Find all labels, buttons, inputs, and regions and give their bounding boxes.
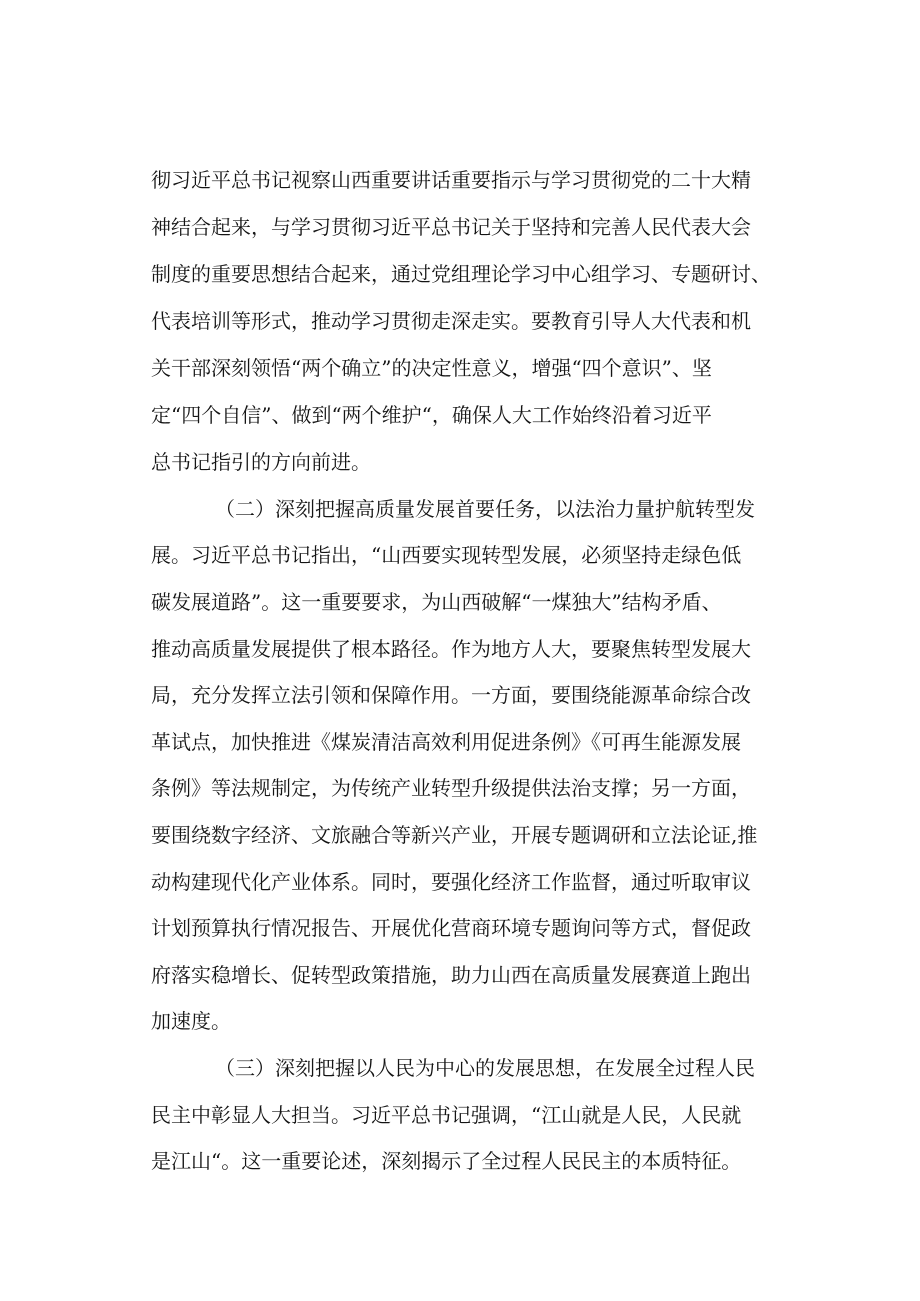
- text-line: 关干部深刻领悟“两个确立”的决定性意义，增强“四个意识”、坚: [151, 356, 712, 380]
- section-heading-line: （二）深刻把握高质量发展首要任务，以法治力量护航转型发: [215, 497, 755, 521]
- text-line: 革试点，加快推进《煤炭清洁高效利用促进条例》《可再生能源发展: [151, 730, 741, 754]
- text-line: 推动高质量发展提供了根本路径。作为地方人大，要聚焦转型发展大: [151, 637, 751, 661]
- text-line: 条例》等法规制定，为传统产业转型升级提供法治支撑；另一方面，: [151, 776, 751, 800]
- text-line: 神结合起来，与学习贯彻习近平总书记关于坚持和完善人民代表大会: [151, 215, 751, 239]
- text-line: 计划预算执行情况报告、开展优化营商环境专题询问等方式，督促政: [151, 916, 751, 940]
- text-line: 代表培训等形式，推动学习贯彻走深走实。要教育引导人大代表和机: [151, 309, 751, 333]
- text-line: 是江山“。这一重要论述，深刻揭示了全过程人民民主的本质特征。: [151, 1149, 742, 1173]
- text-line: 展。习近平总书记指出，“山西要实现转型发展，必须坚持走绿色低: [151, 543, 742, 567]
- section-heading-line: （三）深刻把握以人民为中心的发展思想，在发展全过程人民: [215, 1056, 755, 1080]
- text-line: 动构建现代化产业体系。同时，要强化经济工作监督，通过听取审议: [151, 870, 751, 894]
- text-line: 民主中彰显人大担当。习近平总书记强调，“江山就是人民，人民就: [151, 1103, 742, 1127]
- text-line: 要围绕数字经济、文旅融合等新兴产业，开展专题调研和立法论证,推: [151, 823, 758, 847]
- text-line: 碳发展道路”。这一重要要求，为山西破解“一煤独大”结构矛盾、: [151, 590, 722, 614]
- text-line: 局，充分发挥立法引领和保障作用。一方面，要围绕能源革命综合改: [151, 683, 751, 707]
- text-line: 彻习近平总书记视察山西重要讲话重要指示与学习贯彻党的二十大精: [151, 168, 751, 192]
- text-line: 府落实稳增长、促转型政策措施，助力山西在高质量发展赛道上跑出: [151, 963, 751, 987]
- text-line: 总书记指引的方向前进。: [151, 450, 371, 474]
- text-line: 制度的重要思想结合起来，通过党组理论学习中心组学习、专题研讨、: [151, 262, 771, 286]
- text-line: 加速度。: [151, 1009, 231, 1033]
- text-line: 定“四个自信”、做到“两个维护“，确保人大工作始终沿着习近平: [151, 403, 712, 427]
